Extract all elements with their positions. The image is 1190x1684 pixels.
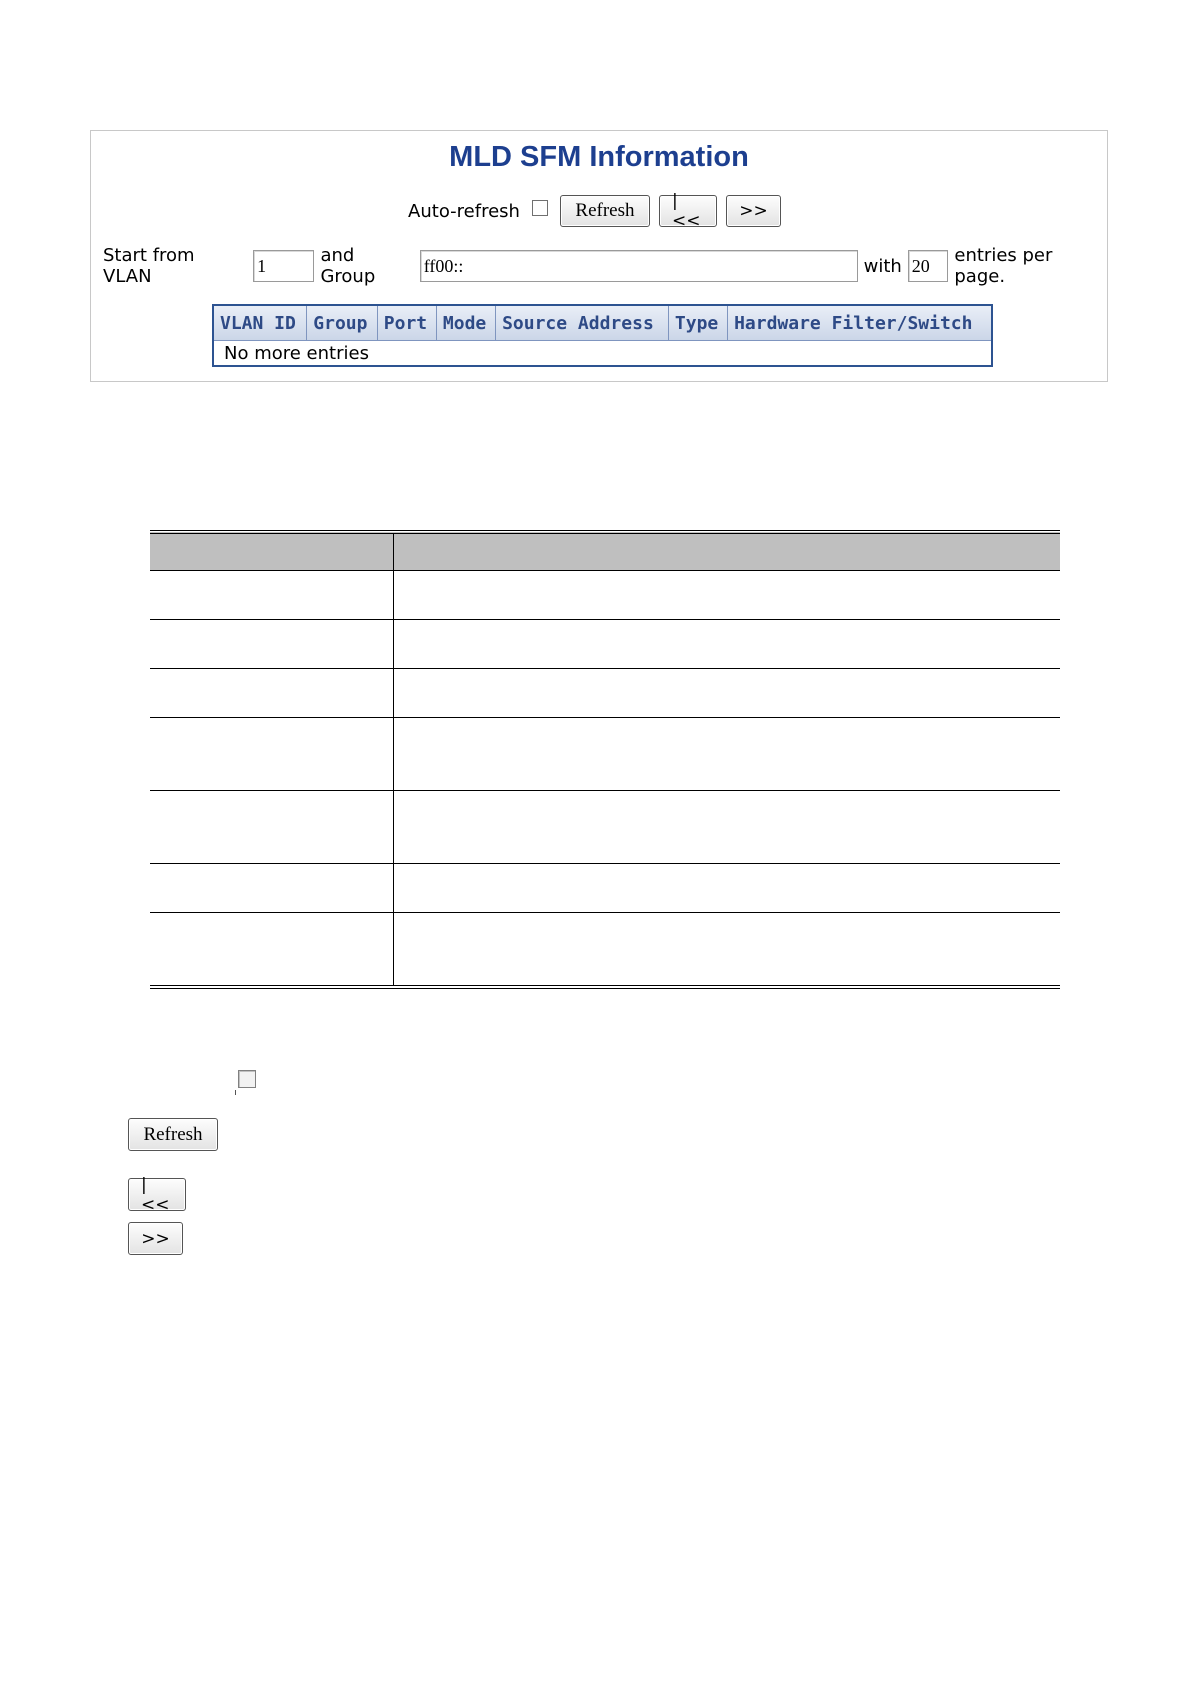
entries-per-page-label: entries per page. — [954, 245, 1053, 287]
table-row — [150, 718, 1060, 791]
table-row — [150, 669, 1060, 718]
next-page-button[interactable]: >> — [726, 195, 781, 227]
mld-sfm-panel — [90, 130, 1108, 382]
description-header-description — [394, 532, 1061, 571]
toolbar — [91, 191, 1107, 231]
description-table — [150, 530, 1060, 989]
table-row — [150, 864, 1060, 913]
description-header-row — [150, 532, 1060, 571]
auto-refresh-checkbox[interactable] — [532, 200, 548, 216]
first-page-button-sample[interactable]: |<< — [128, 1178, 186, 1211]
col-type: Type — [668, 305, 727, 341]
col-vlan-id: VLAN ID — [213, 305, 307, 341]
page-title: MLD SFM Information — [449, 141, 749, 173]
col-group: Group — [307, 305, 378, 341]
checkbox-marker — [235, 1090, 236, 1095]
table-row — [150, 791, 1060, 864]
auto-refresh-label: Auto-refresh — [408, 200, 520, 222]
table-row — [150, 620, 1060, 669]
next-page-button-sample[interactable]: >> — [128, 1222, 183, 1255]
filter-row — [103, 245, 1107, 287]
start-vlan-input[interactable]: 1 — [253, 250, 314, 282]
no-entries-text: No more entries — [213, 341, 992, 367]
group-input[interactable]: ff00:: — [420, 250, 858, 282]
with-label: with — [863, 255, 902, 277]
start-vlan-label: Start from VLAN — [103, 245, 195, 287]
entries-per-page-input[interactable]: 20 — [908, 250, 949, 282]
col-hardware-filter-switch: Hardware Filter/Switch — [728, 305, 992, 341]
description-header-object — [150, 532, 394, 571]
col-mode: Mode — [436, 305, 495, 341]
refresh-button-sample[interactable]: Refresh — [128, 1118, 218, 1151]
table-row — [150, 571, 1060, 620]
col-port: Port — [377, 305, 436, 341]
col-source-address: Source Address — [496, 305, 669, 341]
sfm-table — [212, 304, 993, 367]
auto-refresh-checkbox-sample[interactable] — [238, 1070, 256, 1088]
table-row — [213, 341, 992, 367]
refresh-button[interactable]: Refresh — [560, 195, 650, 227]
table-row — [150, 913, 1060, 988]
group-label: and Group — [320, 245, 376, 287]
table-header-row — [213, 305, 992, 341]
first-page-button[interactable]: |<< — [659, 195, 717, 227]
